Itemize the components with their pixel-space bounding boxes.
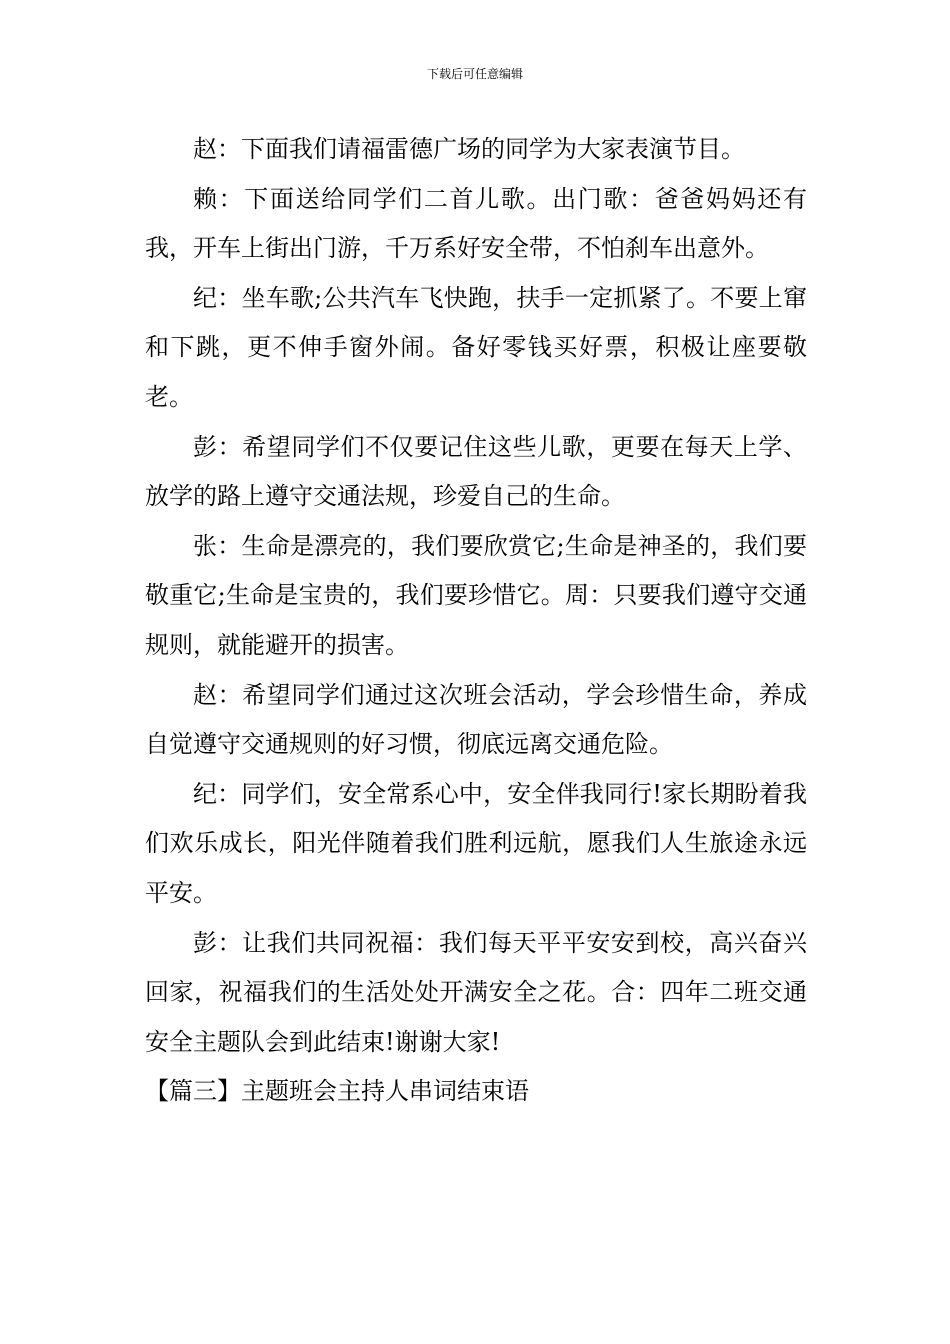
document-body (145, 125, 807, 1117)
paragraph: 赵：希望同学们通过这次班会活动，学会珍惜生命，养成自觉遵守交通规则的好习惯，彻底远离交通危险。 (145, 680, 807, 759)
paragraph: 赖：下面送给同学们二首儿歌。出门歌：爸爸妈妈还有我，开车上街出门游，千万系好安全带，不怕刹车出意外。 (145, 184, 807, 263)
page-header: 下载后可任意编辑 (426, 67, 523, 81)
paragraph: 纪：坐车歌;公共汽车飞快跑，扶手一定抓紧了。不要上窜和下跳，更不伸手窗外闹。备好零钱买好票，积极让座要敬老。 (145, 283, 807, 411)
paragraph: 张：生命是漂亮的，我们要欣赏它;生命是神圣的，我们要敬重它;生命是宝贵的，我们要珍惜它。周：只要我们遵守交通规则，就能避开的损害。 (145, 531, 807, 659)
paragraph: 彭：让我们共同祝福：我们每天平平安安到校，高兴奋兴回家，祝福我们的生活处处开满安全之花。合：四年二班交通安全主题队会到此结束!谢谢大家! (145, 928, 807, 1056)
paragraph: 纪：同学们，安全常系心中，安全伴我同行!家长期盼着我们欢乐成长，阳光伴随着我们胜利远航，愿我们人生旅途永远平安。 (145, 779, 807, 907)
paragraph: 赵：下面我们请福雷德广场的同学为大家表演节目。 (193, 135, 745, 163)
section-heading: 【篇三】主题班会主持人串词结束语 (145, 1077, 529, 1106)
paragraph: 彭：希望同学们不仅要记住这些儿歌，更要在每天上学、放学的路上遵守交通法规，珍爱自己的生命。 (145, 432, 807, 511)
